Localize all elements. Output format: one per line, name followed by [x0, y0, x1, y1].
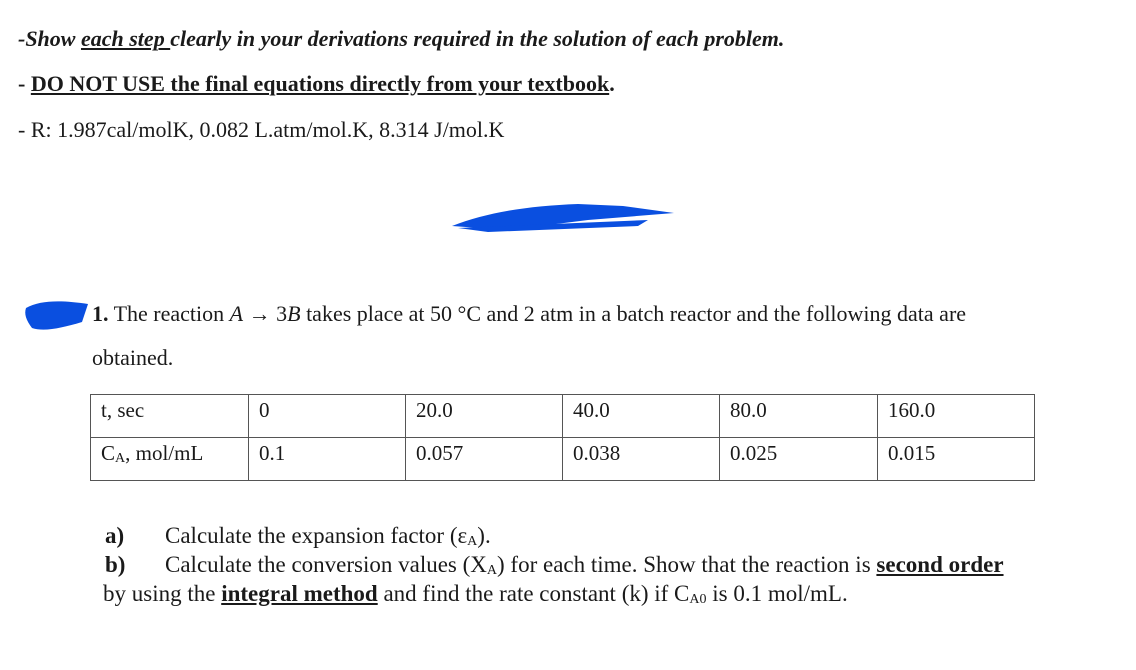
label-unit: , mol/mL	[125, 441, 204, 465]
table-cell: 80.0	[720, 395, 878, 438]
part-b-text: ) for each time. Show that the reaction is	[497, 552, 877, 577]
instruction-dash: -	[18, 71, 31, 96]
part-a-label: a)	[105, 523, 125, 548]
gas-constants: - R: 1.987cal/molK, 0.082 L.atm/mol.K, 8.314 J/mol.K	[18, 117, 505, 142]
table-cell: 0	[249, 395, 406, 438]
part-b-text: and find the rate constant (k) if C	[377, 581, 690, 606]
part-b-text: Calculate the conversion values (X	[165, 552, 487, 577]
data-table	[90, 394, 1035, 481]
part-b-sub: A	[486, 563, 498, 578]
problem-statement	[92, 301, 966, 327]
table-cell: 0.057	[406, 438, 563, 481]
redaction-scribble-top	[448, 198, 678, 236]
table-cell: t, sec	[91, 395, 249, 438]
instruction-period: .	[609, 71, 615, 96]
instruction-no-final-equations	[18, 71, 615, 97]
part-b-sub: A0	[689, 592, 707, 607]
problem-text: The reaction	[108, 301, 230, 326]
table-cell: 0.1	[249, 438, 406, 481]
redaction-scribble-left	[22, 298, 92, 334]
part-b-text: by using the	[103, 581, 222, 606]
part-b-emphasis: second order	[876, 552, 1004, 577]
species-b: B	[287, 301, 301, 326]
part-b-emphasis: integral method	[221, 581, 378, 606]
label-main: C	[101, 441, 116, 465]
part-b	[105, 552, 1004, 579]
table-cell-label	[91, 438, 249, 481]
instruction-show-steps	[18, 26, 784, 52]
reaction-arrow: → 3	[243, 301, 288, 326]
part-a-text: Calculate the expansion factor (ε	[165, 523, 468, 548]
instruction-text: clearly in your derivations required in the solution of each problem.	[170, 26, 785, 51]
table-cell: 0.038	[563, 438, 720, 481]
table-cell: 0.025	[720, 438, 878, 481]
table-cell: 160.0	[878, 395, 1035, 438]
part-a-end: ).	[477, 523, 491, 548]
part-b-text: is 0.1 mol/mL.	[706, 581, 848, 606]
table-row-concentration	[91, 438, 1035, 481]
problem-statement-cont: obtained.	[92, 345, 174, 370]
instruction-text: -Show	[18, 26, 81, 51]
instruction-underlined: each step	[80, 26, 171, 51]
table-cell: 0.015	[878, 438, 1035, 481]
problem-number: 1.	[92, 301, 109, 326]
instruction-underlined: DO NOT USE the final equations directly from your textbook	[30, 71, 610, 96]
species-a: A	[229, 301, 244, 326]
part-a-sub: A	[467, 534, 478, 549]
part-b-label: b)	[105, 552, 126, 577]
table-cell: 40.0	[563, 395, 720, 438]
table-cell: 20.0	[406, 395, 563, 438]
problem-text: takes place at 50 °C and 2 atm in a batch reactor and the following data are	[300, 301, 967, 326]
part-a	[105, 523, 491, 550]
label-sub: A	[115, 451, 126, 466]
part-b-cont	[103, 581, 848, 608]
table-row-time	[91, 395, 1035, 438]
